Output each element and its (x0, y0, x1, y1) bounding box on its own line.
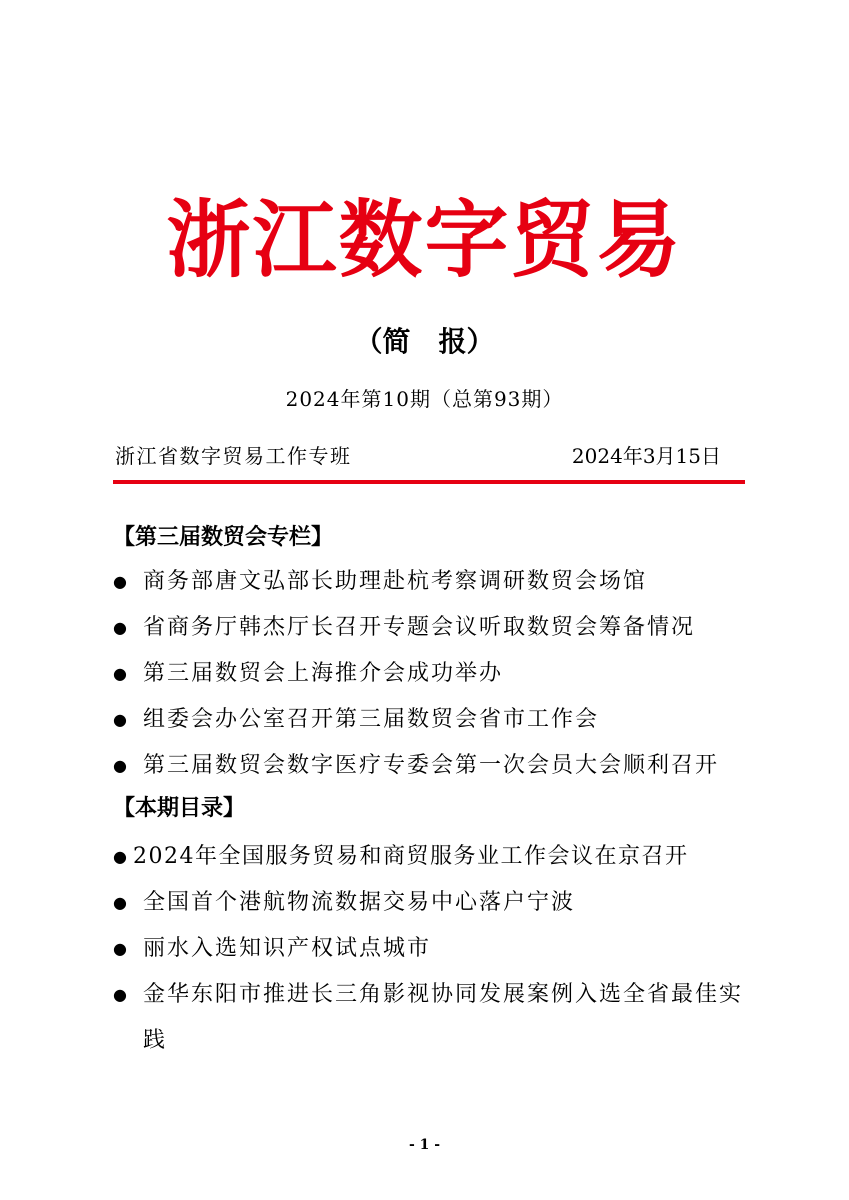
bullet-icon: ● (113, 985, 129, 1004)
bullet-icon: ● (113, 939, 129, 958)
column-list (113, 559, 753, 789)
list-item-text: 丽水入选知识产权试点城市 (143, 936, 432, 961)
bullet-icon: ● (113, 893, 129, 912)
issuer-name: 浙江省数字贸易工作专班 (115, 444, 352, 468)
issuer-row (115, 441, 721, 471)
bullet-icon: ● (113, 664, 129, 683)
list-item-text: 商务部唐文弘部长助理赴杭考察调研数贸会场馆 (143, 569, 648, 594)
contents-list (113, 834, 753, 1064)
contents-heading: 【本期目录】 (113, 796, 246, 821)
list-item (113, 834, 753, 880)
masthead-title: 浙江数字贸易 (166, 191, 683, 289)
bullet-icon: ● (113, 710, 129, 729)
list-item-text: 全国首个港航物流数据交易中心落户宁波 (143, 890, 576, 915)
list-item-text: 第三届数贸会上海推介会成功举办 (143, 661, 504, 686)
red-divider (113, 480, 745, 484)
list-item (113, 605, 753, 651)
list-item-text: 金华东阳市推进长三角影视协同发展案例入选全省最佳实践 (143, 982, 744, 1053)
list-item (113, 880, 753, 926)
bullet-icon: ● (113, 572, 129, 591)
page-number: - 1 - (408, 1137, 441, 1153)
list-item-text: 第三届数贸会数字医疗专委会第一次会员大会顺利召开 (143, 753, 720, 778)
list-item (113, 743, 753, 789)
issue-date: 2024年3月15日 (571, 444, 721, 468)
list-item-text: 省商务厅韩杰厅长召开专题会议听取数贸会筹备情况 (143, 615, 696, 640)
masthead-subtitle: （简 报） (354, 325, 495, 358)
list-item-text: 2024年全国服务贸易和商贸服务业工作会议在京召开 (133, 844, 689, 869)
list-item (113, 926, 753, 972)
list-item (113, 651, 753, 697)
bullet-icon: ● (113, 847, 129, 866)
issue-number: 2024年第10期（总第93期） (285, 387, 564, 411)
list-item (113, 972, 753, 1064)
column-heading: 【第三届数贸会专栏】 (113, 525, 334, 550)
bullet-icon: ● (113, 756, 129, 775)
list-item (113, 697, 753, 743)
bullet-icon: ● (113, 618, 129, 637)
list-item (113, 559, 753, 605)
list-item-text: 组委会办公室召开第三届数贸会省市工作会 (143, 707, 600, 732)
